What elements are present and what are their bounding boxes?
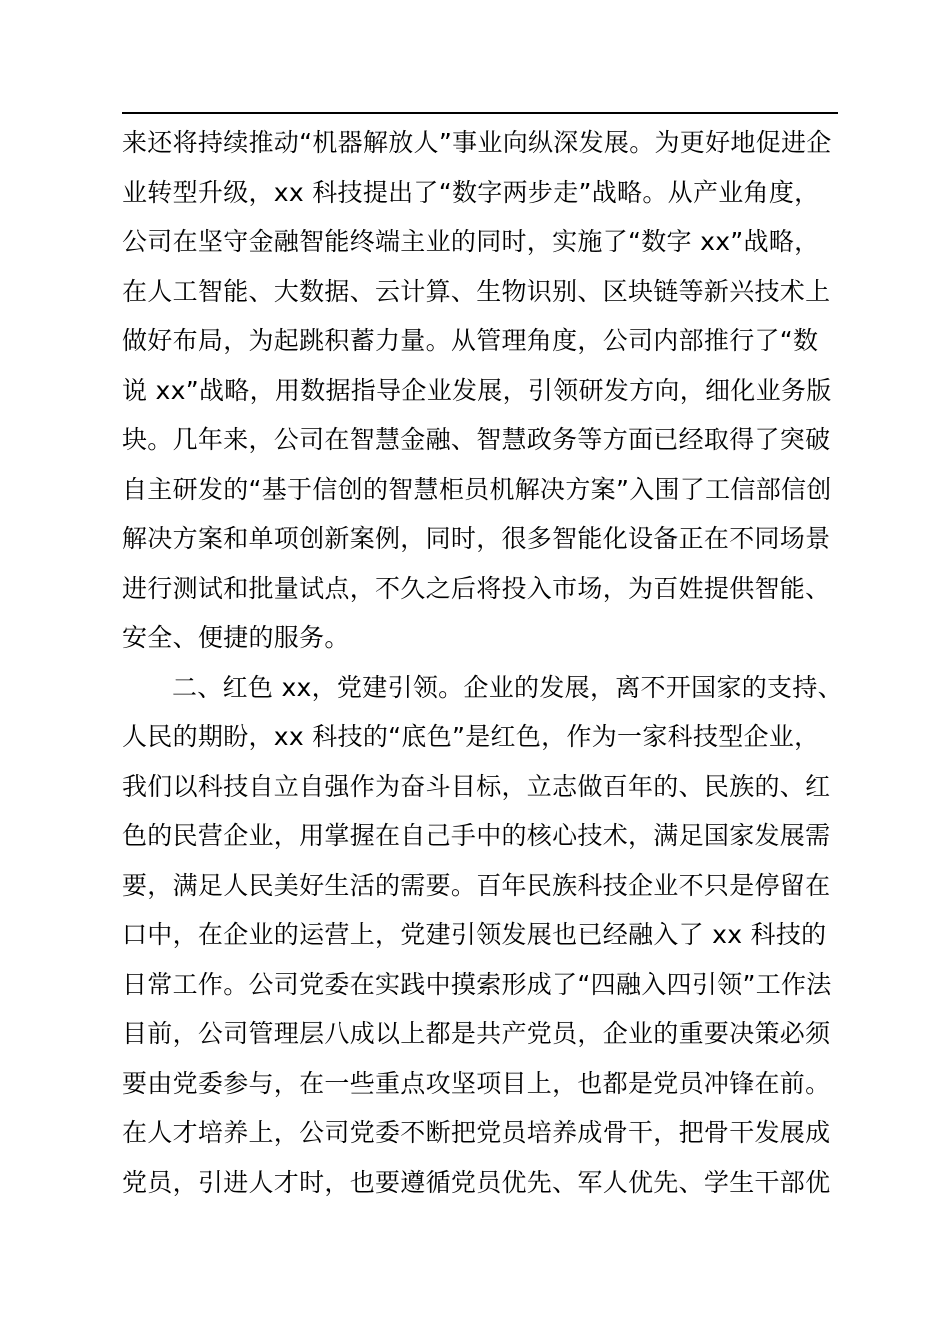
header-rule bbox=[122, 112, 838, 114]
section-heading-line: 二、红色 xx，党建引领。企业的发展，离不开国家的支持、 bbox=[172, 672, 843, 702]
text-line-11: 安全、便捷的服务。 bbox=[122, 623, 350, 652]
text-line-1: 来还将持续推动“机器解放人”事业向纵深发展。为更好地促进企 bbox=[122, 128, 832, 157]
text-line-14: 我们以科技自立自强作为奋斗目标，立志做百年的、民族的、红 bbox=[122, 771, 831, 801]
text-line-20: 要由党委参与，在一些重点攻坚项目上，也都是党员冲锋在前。 bbox=[122, 1068, 831, 1098]
text-line-10: 进行测试和批量试点，不久之后将投入市场，为百姓提供智能、 bbox=[122, 573, 831, 603]
text-line-13: 人民的期盼，xx 科技的“底色”是红色，作为一家科技型企业， bbox=[122, 722, 820, 751]
text-line-15: 色的民营企业，用掌握在自己手中的核心技术，满足国家发展需 bbox=[122, 821, 831, 850]
text-line-6: 说 xx”战略，用数据指导企业发展，引领研发方向，细化业务版 bbox=[122, 375, 832, 405]
text-line-8: 自主研发的“基于信创的智慧柜员机解决方案”入围了工信部信创 bbox=[122, 474, 832, 504]
text-line-5: 做好布局，为起跳积蓄力量。从管理角度，公司内部推行了“数 bbox=[122, 326, 819, 355]
text-line-16: 要，满足人民美好生活的需要。百年民族科技企业不只是停留在 bbox=[122, 870, 831, 900]
text-line-18: 日常工作。公司党委在实践中摸索形成了“四融入四引领”工作法 bbox=[122, 969, 832, 999]
text-line-17: 口中，在企业的运营上，党建引领发展也已经融入了 xx 科技的 bbox=[122, 920, 827, 949]
text-line-19: 目前，公司管理层八成以上都是共产党员，企业的重要决策必须 bbox=[122, 1019, 831, 1048]
text-line-4: 在人工智能、大数据、云计算、生物识别、区块链等新兴技术上 bbox=[122, 276, 831, 306]
body-text bbox=[122, 118, 852, 1207]
text-line-21: 在人才培养上，公司党委不断把党员培养成骨干，把骨干发展成 bbox=[122, 1118, 831, 1147]
text-line-2: 业转型升级，xx 科技提出了“数字两步走”战略。从产业角度， bbox=[122, 177, 820, 207]
text-line-9: 解决方案和单项创新案例，同时，很多智能化设备正在不同场景 bbox=[122, 524, 831, 553]
text-line-7: 块。几年来，公司在智慧金融、智慧政务等方面已经取得了突破 bbox=[122, 425, 831, 454]
text-line-3: 公司在坚守金融智能终端主业的同时，实施了“数字 xx”战略， bbox=[122, 227, 820, 256]
text-line-22: 党员，引进人才时，也要遵循党员优先、军人优先、学生干部优 bbox=[122, 1167, 831, 1197]
